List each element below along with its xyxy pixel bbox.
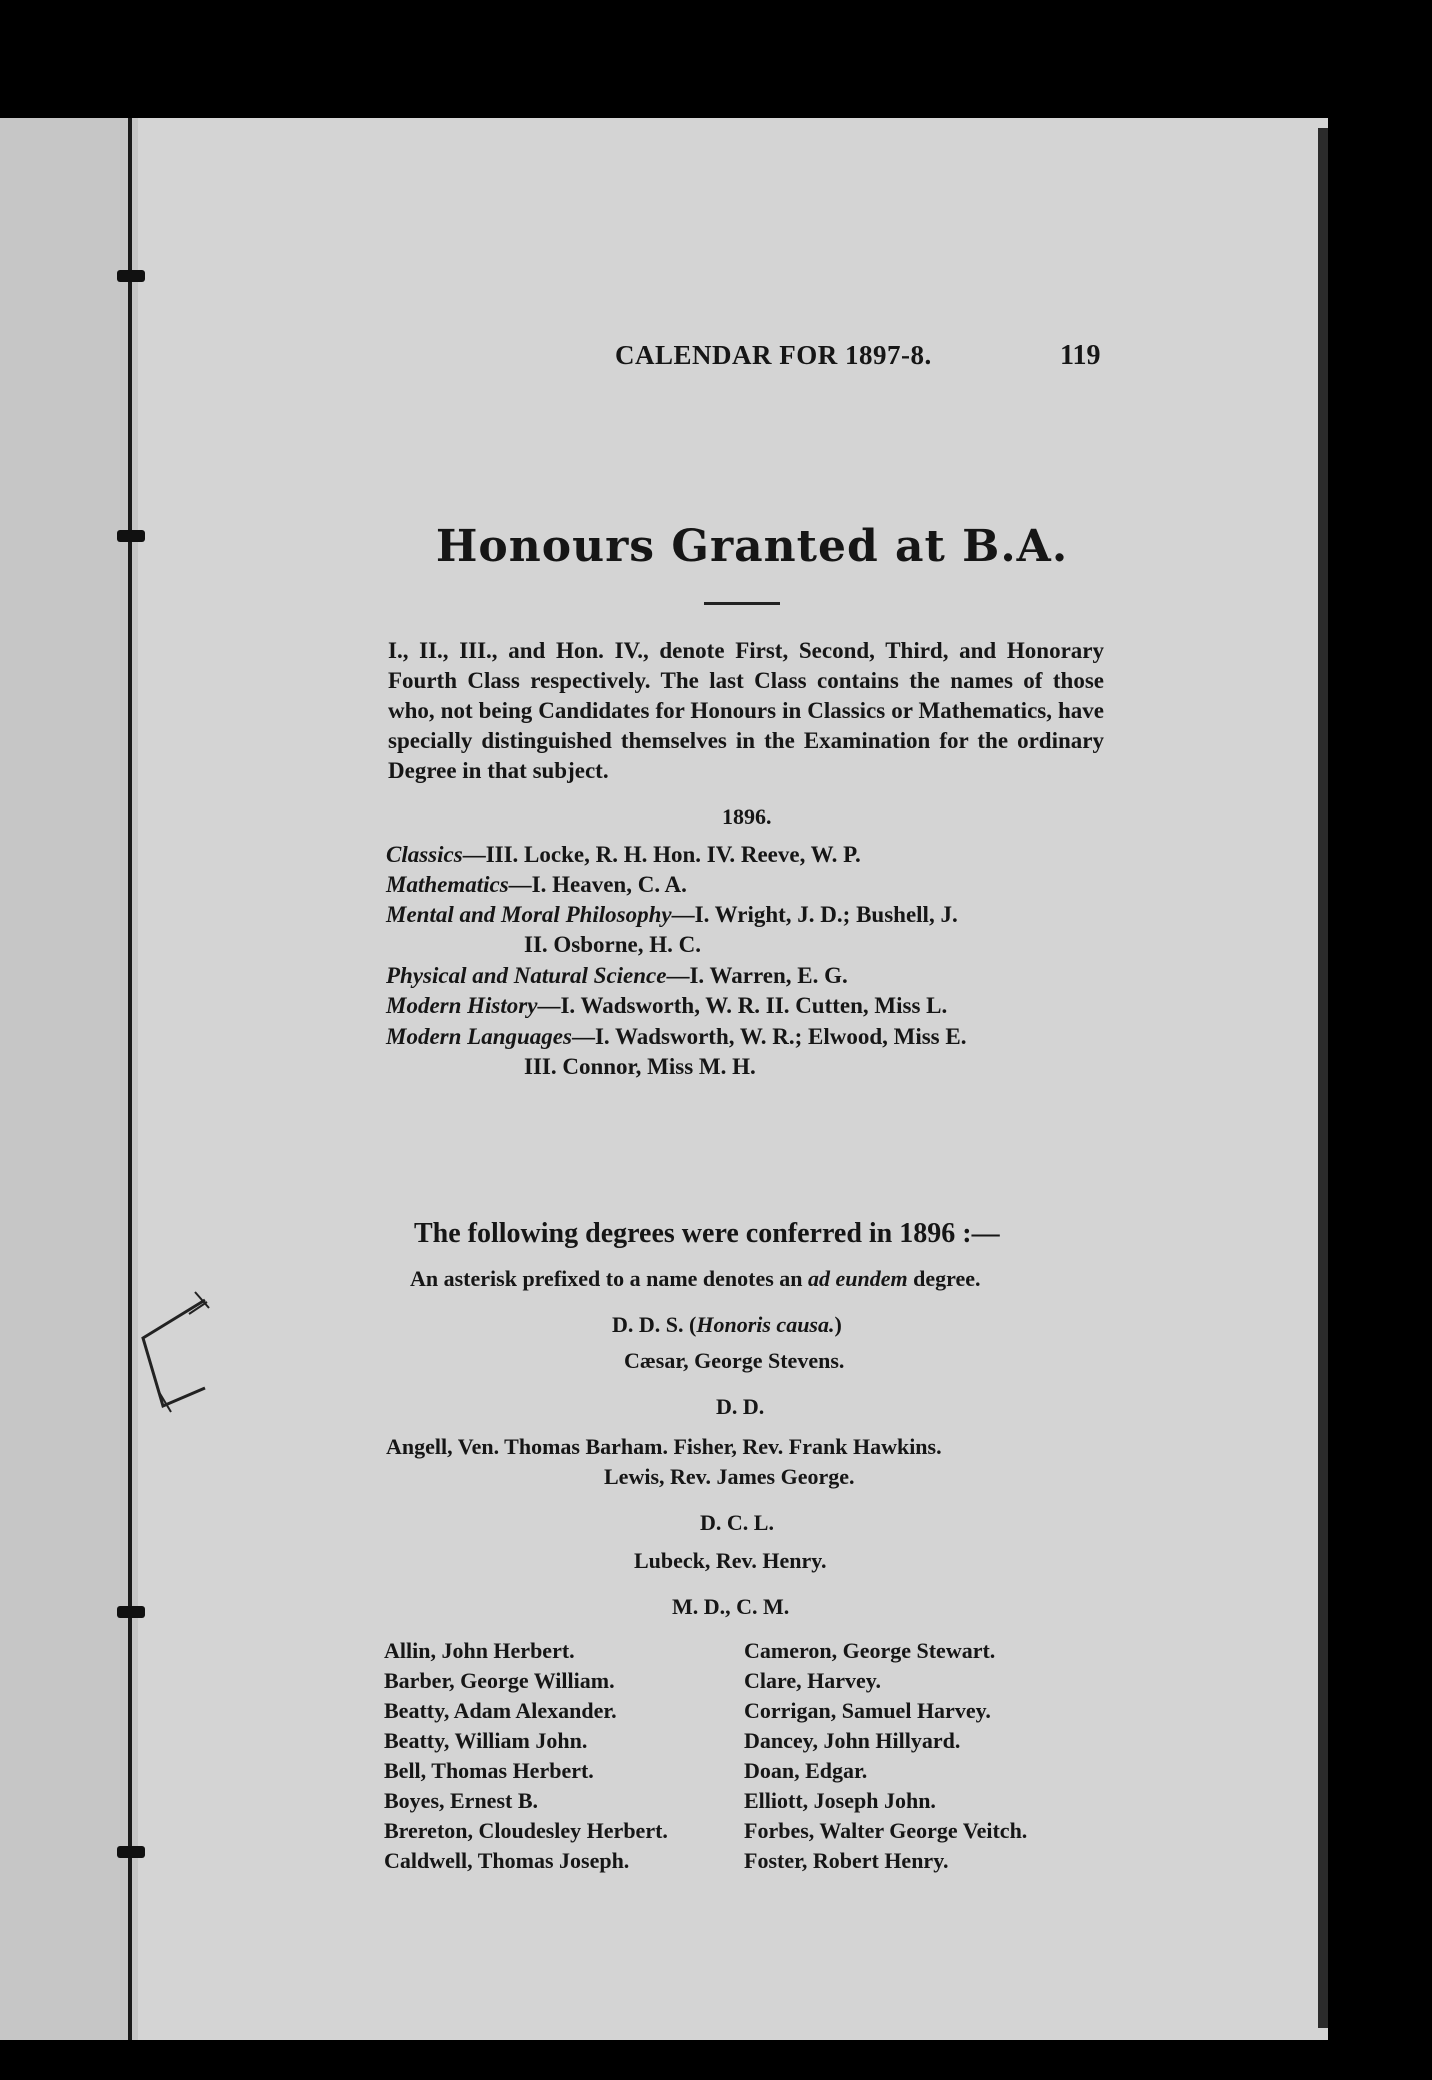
dcl-title: D. C. L. xyxy=(700,1510,774,1535)
page-binding xyxy=(0,118,138,2040)
asterisk-note xyxy=(410,1266,981,1292)
mdcm-title: M. D., C. M. xyxy=(672,1594,790,1619)
honours-subject: Physical and Natural Science xyxy=(386,963,667,988)
honours-line xyxy=(386,902,958,928)
mdcm-name: Allin, John Herbert. xyxy=(384,1638,575,1663)
honours-entries: —I. Heaven, C. A. xyxy=(508,872,687,897)
mdcm-name: Bell, Thomas Herbert. xyxy=(384,1758,594,1783)
degrees-intro: The following degrees were conferred in 1896 :— xyxy=(414,1218,1000,1249)
honours-line xyxy=(386,963,848,989)
honours-subject: Mental and Moral Philosophy xyxy=(386,902,672,927)
asterisk-note-text: An asterisk prefixed to a name denotes an xyxy=(410,1266,809,1291)
honours-subject: Modern History xyxy=(386,993,538,1018)
honours-line xyxy=(524,1054,756,1080)
dds-name: Cæsar, George Stevens. xyxy=(624,1348,845,1373)
mdcm-name: Caldwell, Thomas Joseph. xyxy=(384,1848,630,1873)
running-title: CALENDAR FOR 1897-8. xyxy=(615,340,932,370)
honours-subject: Mathematics xyxy=(386,872,509,897)
honours-entries: —I. Wright, J. D.; Bushell, J. xyxy=(671,902,958,927)
honours-entries: —III. Locke, R. H. Hon. IV. Reeve, W. P. xyxy=(462,842,861,867)
asterisk-note-text: degree. xyxy=(907,1266,981,1291)
honours-line xyxy=(524,932,701,958)
dd-line: Lewis, Rev. James George. xyxy=(604,1464,855,1489)
dds-title xyxy=(612,1312,842,1338)
staple xyxy=(117,270,145,282)
dds-title-italic: Honoris causa. xyxy=(696,1312,835,1337)
mdcm-name: Elliott, Joseph John. xyxy=(744,1788,936,1813)
honours-subject: Classics xyxy=(386,842,463,867)
honours-entries: —I. Warren, E. G. xyxy=(666,963,848,988)
honours-entries: III. Connor, Miss M. H. xyxy=(524,1054,756,1079)
honours-line xyxy=(386,842,861,868)
mdcm-name: Corrigan, Samuel Harvey. xyxy=(744,1698,991,1723)
mdcm-name: Forbes, Walter George Veitch. xyxy=(744,1818,1028,1843)
mdcm-name: Cameron, George Stewart. xyxy=(744,1638,996,1663)
dd-title: D. D. xyxy=(716,1394,765,1419)
honours-entries: —I. Wadsworth, W. R.; Elwood, Miss E. xyxy=(571,1024,967,1049)
binding-line xyxy=(128,118,132,2040)
mdcm-name: Clare, Harvey. xyxy=(744,1668,882,1693)
mdcm-name: Dancey, John Hillyard. xyxy=(744,1728,961,1753)
dcl-name: Lubeck, Rev. Henry. xyxy=(634,1548,827,1573)
asterisk-note-italic: ad eundem xyxy=(808,1266,908,1291)
dds-title-text: D. D. S. ( xyxy=(612,1312,697,1337)
intro-paragraph: I., II., III., and Hon. IV., denote First, Second, Third, and Honorary Fourth Class respectively. The last Class contains the names of those who, not being Candidates for Honours in Classics or Mathematics, have specially distinguished themselves in the Examination for the ordinary Degree in that subject. xyxy=(388,638,1104,783)
page-number: 119 xyxy=(1060,340,1101,371)
page-edge-shadow xyxy=(1318,128,1328,2028)
mdcm-name: Boyes, Ernest B. xyxy=(384,1788,538,1813)
heading-rule xyxy=(704,602,780,605)
honours-line xyxy=(386,1024,966,1050)
mdcm-name: Beatty, William John. xyxy=(384,1728,588,1753)
honours-entries: —I. Wadsworth, W. R. II. Cutten, Miss L. xyxy=(537,993,948,1018)
section-heading: Honours Granted at B.A. xyxy=(435,521,1069,572)
honours-entries: II. Osborne, H. C. xyxy=(524,932,701,957)
mdcm-name: Foster, Robert Henry. xyxy=(744,1848,949,1873)
honours-line xyxy=(386,872,687,898)
mdcm-name: Brereton, Cloudesley Herbert. xyxy=(384,1818,668,1843)
dds-title-text: ) xyxy=(834,1312,842,1337)
mdcm-name: Barber, George William. xyxy=(384,1668,615,1693)
year-label: 1896. xyxy=(722,804,772,829)
honours-line xyxy=(386,993,947,1019)
mdcm-name: Beatty, Adam Alexander. xyxy=(384,1698,617,1723)
dd-line: Angell, Ven. Thomas Barham. Fisher, Rev. Frank Hawkins. xyxy=(386,1434,942,1459)
honours-subject: Modern Languages xyxy=(386,1024,572,1049)
scanned-page xyxy=(0,118,1328,2040)
mdcm-name: Doan, Edgar. xyxy=(744,1758,868,1783)
thread-mark xyxy=(135,1288,225,1418)
staple xyxy=(117,1846,145,1858)
staple xyxy=(117,1606,145,1618)
